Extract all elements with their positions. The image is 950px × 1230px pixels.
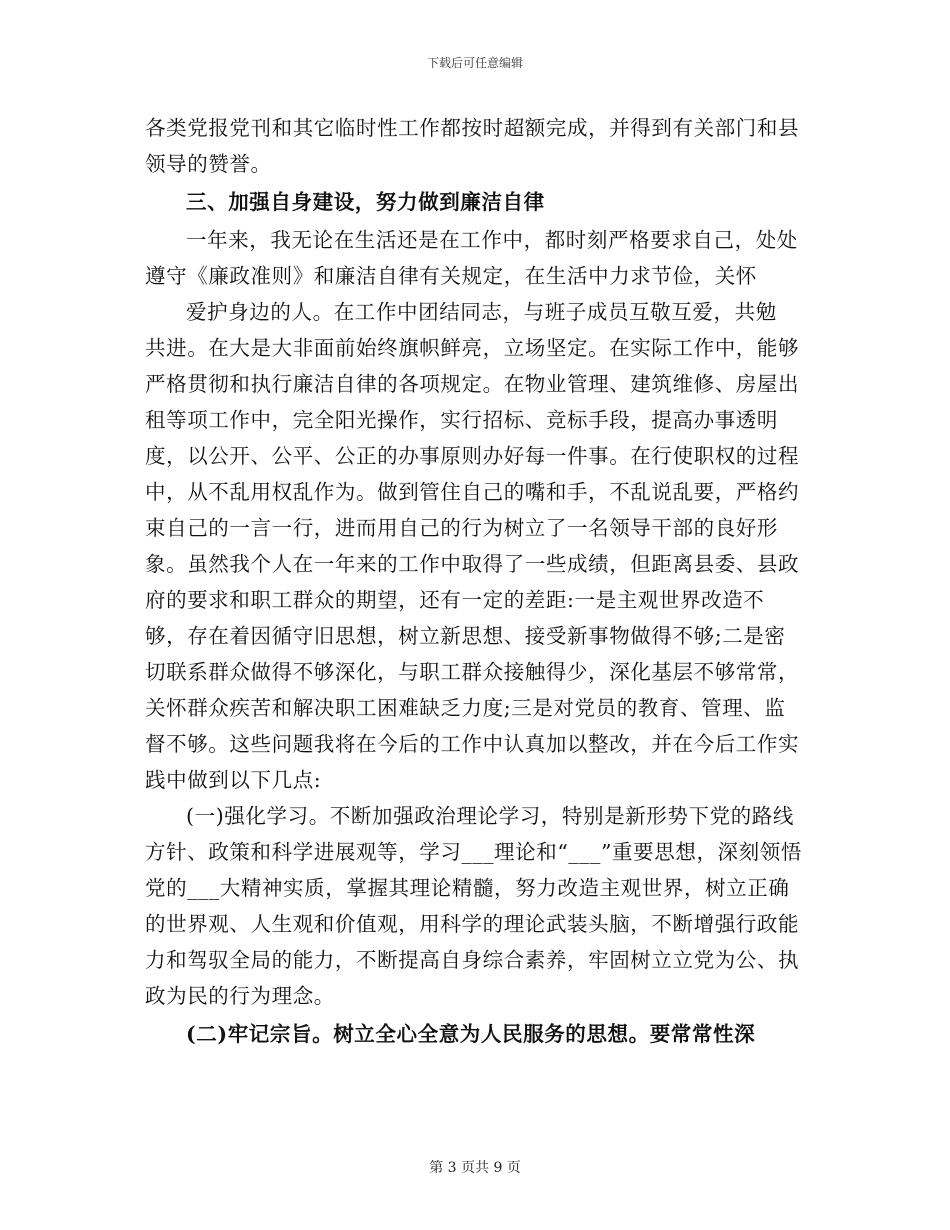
paragraph-study: (一)强化学习。不断加强政治理论学习，特别是新形势下党的路线方针、政策和科学进展观等，学习___理论和“___”重要思想，深刻领悟党的___大精神实质，掌握其理论精髓，努力改造主观世界，树立正确的世界观、人生观和价值观，用科学的理论武装头脑，不断增强行政能力和驾驭全局的能力，不断提高自身综合素养，牢固树立立党为公、执政为民的行为理念。 [145,804,802,1008]
document-body [145,110,805,1054]
section-heading-3: 三、加强自身建设，努力做到廉洁自律 [186,190,545,214]
paragraph-self-discipline-part1: 一年来，我无论在生活还是在工作中，都时刻严格要求自己，处处遵守《廉政准则》和廉洁自律有关规定，在生活中力求节俭，关怀 [145,228,798,288]
paragraph-continuation: 各类党报党刊和其它临时性工作都按时超额完成，并得到有关部门和县领导的赞誉。 [145,116,800,176]
page-header: 下载后可任意编辑 [426,56,523,70]
paragraph-self-discipline-part2: 爱护身边的人。在工作中团结同志，与班子成员互敬互爱，共勉 [186,300,777,324]
page-footer: 第 3 页共 9 页 [429,1160,521,1176]
subheading-remember-purpose: (二)牢记宗旨。树立全心全意为人民服务的思想。要常常性深 [186,1022,756,1046]
paragraph-self-discipline-part3: 共进。在大是大非面前始终旗帜鲜亮，立场坚定。在实际工作中，能够严格贯彻和执行廉洁自律的各项规定。在物业管理、建筑维修、房屋出租等项工作中，完全阳光操作，实行招标、竞标手段，提高办事透明度，以公开、公平、公正的办事原则办好每一件事。在行使职权的过程中，从不乱用权乱作为。做到管住自己的嘴和手，不乱说乱要，严格约束自己的一言一行，进而用自己的行为树立了一名领导干部的良好形象。虽然我个人在一年来的工作中取得了一些成绩，但距离县委、县政府的要求和职工群众的期望，还有一定的差距:一是主观世界改造不够，存在着因循守旧思想，树立新思想、接受新事物做得不够;二是密切联系群众做得不够深化，与职工群众接触得少，深化基层不够常常，关怀群众疾苦和解决职工困难缺乏力度;三是对党员的教育、管理、监督不够。这些问题我将在今后的工作中认真加以整改，并在今后工作实践中做到以下几点: [145,336,800,792]
